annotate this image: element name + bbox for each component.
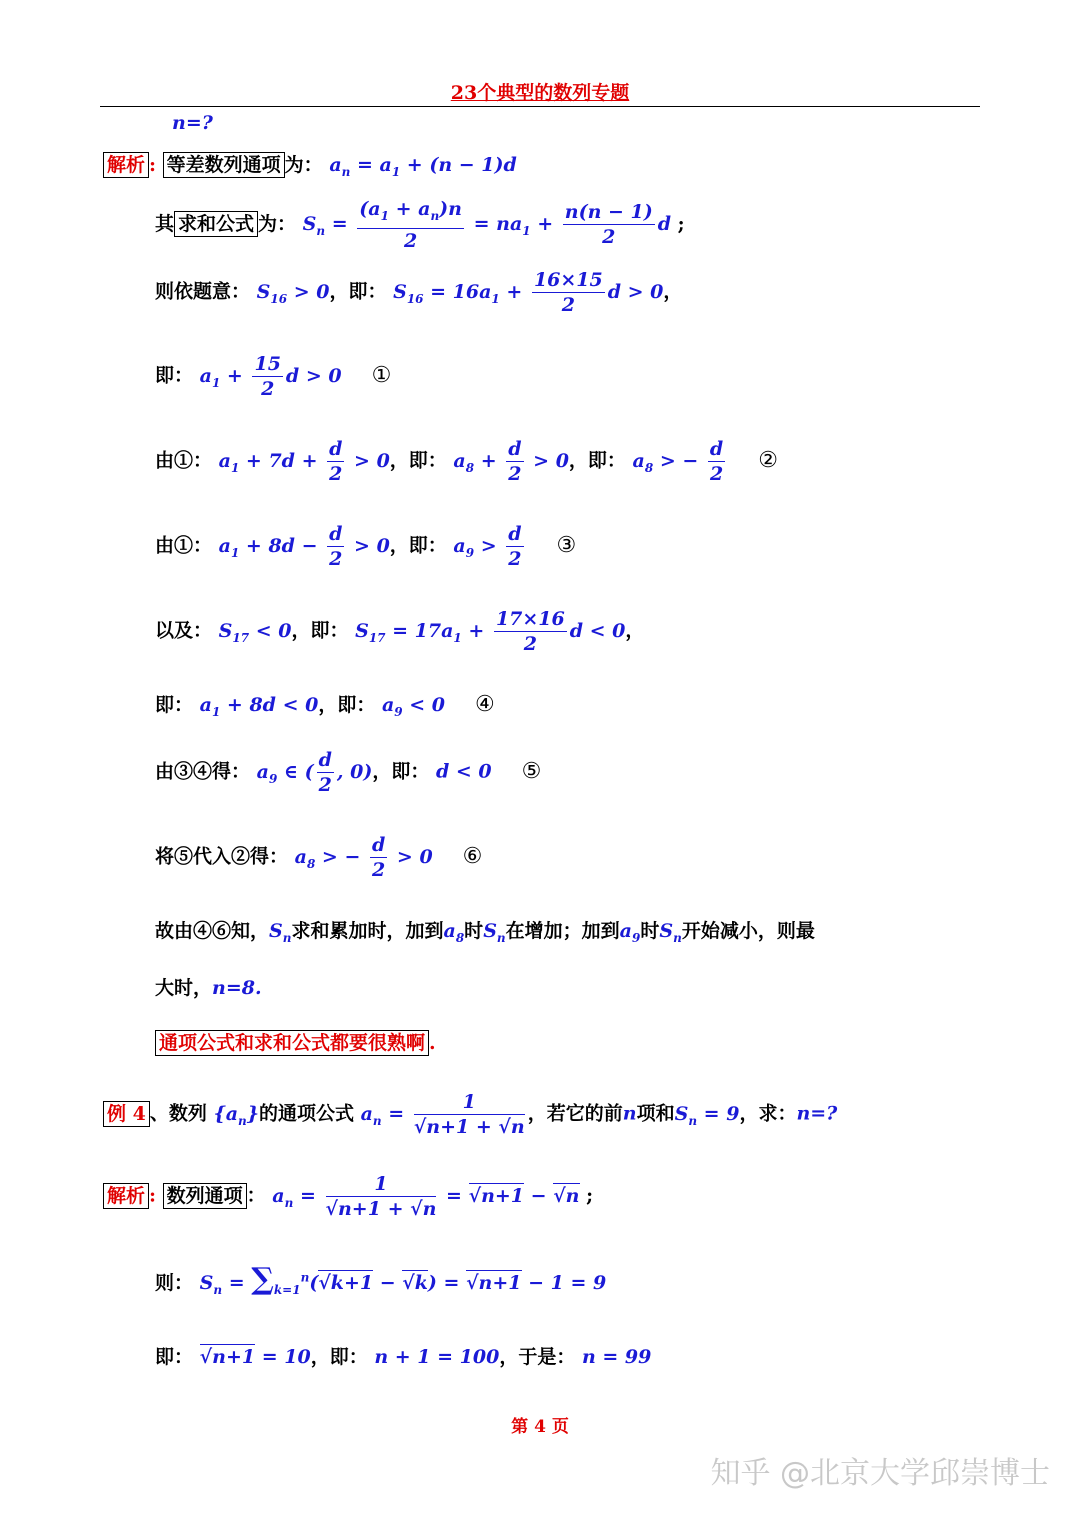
conclusion-line-2 (155, 973, 262, 1000)
zeyi-text: 则依题意： (155, 280, 251, 303)
example-ask: n=? (796, 1102, 838, 1125)
analysis-label: 解析 (103, 152, 149, 178)
circle-1: ① (371, 362, 392, 388)
document-header-title: 23个典型的数列专题 (450, 82, 630, 104)
wei-text-2: 为： (258, 212, 297, 235)
ji-text: 即： (155, 364, 194, 387)
arith-general-term-label: 等差数列通项 (163, 152, 285, 178)
general-term-formula: $a_n = a_1 + (n - 1)d$ (329, 154, 517, 179)
you1-text-2: 由①： (155, 534, 213, 557)
qi-text: 其 (155, 212, 175, 235)
note-line: 通项公式和求和公式都要很熟啊 . (155, 1028, 436, 1055)
header-divider (100, 106, 980, 107)
ji2-text: ，即： (310, 1346, 368, 1368)
conclusion-value: n=8. (212, 977, 262, 999)
you34-text: 由③④得： (155, 760, 251, 783)
ze-text: 则： (155, 1272, 194, 1294)
note-box: 通项公式和求和公式都要很熟啊 (155, 1030, 429, 1056)
step-4-line: 以及： $S_{17} < 0$，即： $S_{17} = 17a_1$ + $\frac{17\times 16}{2}$ d < 0， (155, 608, 645, 655)
example-4-line: 例 4 、数列 $\{a_n\}$的通项公式 $a_n$ = $\frac{1}{√n+1 + √n}$ ，若它的前n项和$S_n = 9$，求：n=? (103, 1090, 837, 1139)
sum-formula-line: 其 求和公式 为： $S_n$ = $\frac{(a_1 + a_n)n}{2}$ = $na_1$ + $\frac{n(n - 1)}{2}$ d ; (155, 198, 685, 252)
yiji-text: 以及： (155, 619, 213, 642)
example-text-b: 的通项公式 (258, 1102, 354, 1125)
analysis-label-2: 解析 (103, 1183, 149, 1209)
conclusion-f: 开始减小，则最 (681, 920, 815, 942)
ji-text-3: 即： (155, 1346, 194, 1368)
example-text-a: 、数列 (149, 1102, 207, 1125)
example-text-e: ，求： (739, 1102, 797, 1125)
watermark: 知乎 @北京大学邱崇博士 (710, 1456, 1050, 1491)
conclusion-line-1: 故由④⑥知，$S_n$求和累加时，加到$a_8$时$S_n$在增加；加到$a_9$时$S_n$开始减小，则最 (155, 920, 815, 945)
wei-text: 为： (284, 154, 323, 176)
analysis-line-1: 解析 : 等差数列通项 为： $a_n = a_1 + (n - 1)d$ (103, 150, 517, 179)
condition-line: 则依题意： $S_{16} > 0$，即： $S_{16} = 16a_1$ + $\frac{16\times 15}{2}$ d > 0， (155, 269, 683, 316)
sum-formula-label: 求和公式 (174, 211, 258, 237)
step-3-line: 由①： $a_1 + 8d$ − $\frac{d}{2}$ > 0，即： $a_9$ > $\frac{d}{2}$ ③ (155, 523, 577, 570)
circle-2: ② (758, 447, 778, 473)
you1-text: 由①： (155, 449, 213, 472)
circle-5: ⑤ (521, 758, 542, 784)
conclusion-g: 大时， (155, 977, 213, 999)
step-2-line: 由①： $a_1 + 7d$ + $\frac{d}{2}$ > 0，即： $a_8$ + $\frac{d}{2}$ > 0，即： $a_8$ > − $\frac{d}{2}$ ② (155, 438, 778, 485)
conclusion-b: 求和累加时，加到 (291, 920, 444, 942)
conclusion-d: 在增加；加到 (505, 920, 620, 942)
analysis-2-line: 解析 : 数列通项 ： $a_n$ = $\frac{1}{√n+1 + √n}$ = √n+1 − √n ; (103, 1172, 593, 1221)
sum-line: 则： $S_n = \sum_{k=1}^n(√k+1 - √k) = √n+1 - 1 = 9$ (155, 1262, 607, 1297)
example-text-c: ，若它的前 (527, 1102, 623, 1125)
yuse-text: ，于是： (499, 1346, 576, 1368)
step-1-line: 即： $a_1$ + $\frac{15}{2}$ d > 0 ① (155, 353, 392, 400)
example-label: 例 4 (103, 1101, 150, 1127)
circle-4: ④ (475, 692, 495, 717)
top-fragment: n=? (172, 112, 213, 134)
final-line: 即： √n+1 = 10，即： n + 1 = 100，于是： n = 99 (155, 1346, 652, 1368)
page-number: 第 4 页 (511, 1417, 569, 1437)
conclusion-a: 故由④⑥知， (155, 920, 270, 942)
step-6-line: 由③④得： $a_9$ ∈ ( $\frac{d}{2}$ , 0)，即： d < 0 ⑤ (155, 749, 542, 796)
circle-3: ③ (556, 532, 577, 558)
circle-6: ⑥ (462, 843, 483, 869)
conclusion-c: 时 (464, 920, 484, 942)
sum-formula: $S_n$ = $\frac{(a_1 + a_n)n}{2}$ = $na_1$ + $\frac{n(n - 1)}{2}$ d (302, 198, 672, 252)
example-text-d: 项和 (636, 1102, 675, 1125)
step-5-line: 即： $a_1 + 8d < 0$，即： $a_9 < 0$ ④ (155, 692, 495, 719)
jiang-text: 将⑤代入②得： (155, 845, 289, 868)
sequence-term-label: 数列通项 (163, 1183, 247, 1209)
conclusion-e: 时 (640, 920, 660, 942)
step-7-line: 将⑤代入②得： $a_8$ > − $\frac{d}{2}$ > 0 ⑥ (155, 834, 483, 881)
ji-text-2: 即： (155, 694, 194, 716)
